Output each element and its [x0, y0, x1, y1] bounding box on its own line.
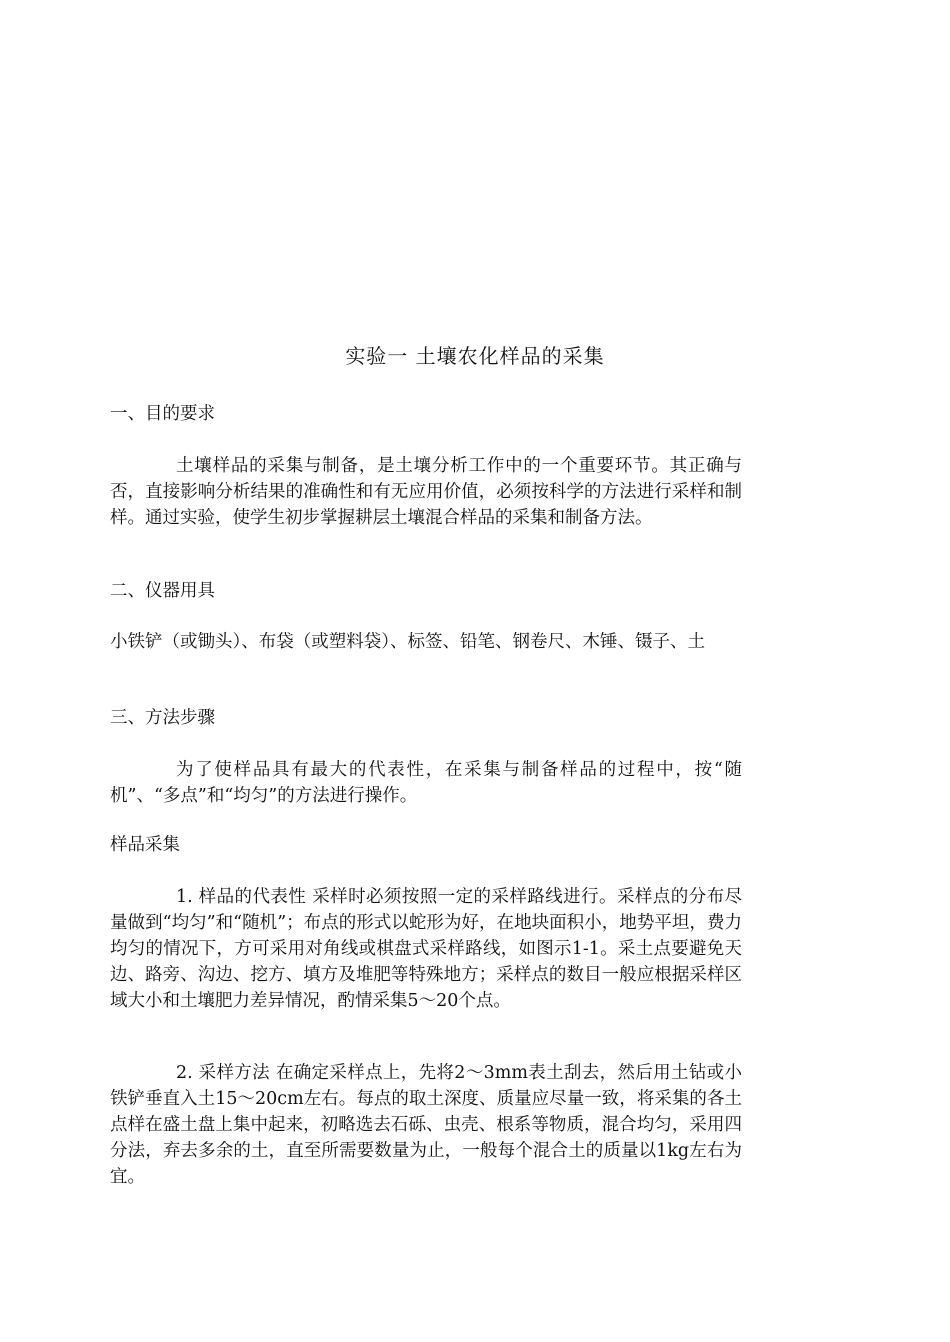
step2-paragraph: 2. 采样方法 在确定采样点上，先将2～3mm表土刮去，然后用土钻或小铁铲垂直入土15～20cm左右。每点的取土深度、质量应尽量一致，将采集的各土点样在盛土盘上集中起来，初略选去石砾、虫壳、根系等物质，混合均匀，采用四分法，弃去多余的土，直至所需要数量为止，一般每个混合土的质量以1kg左右为宜。 — [110, 1063, 742, 1187]
instruments-list: 小铁铲（或锄头）、布袋（或塑料袋）、标签、铅笔、钢卷尺、木锤、镊子、土 — [110, 632, 705, 652]
methods-intro-paragraph: 为了使样品具有最大的代表性，在采集与制备样品的过程中，按“随机”、“多点”和“均匀”的方法进行操作。 — [110, 760, 742, 806]
objectives-paragraph: 土壤样品的采集与制备，是土壤分析工作中的一个重要环节。其正确与否，直接影响分析结果的准确性和有无应用价值，必须按科学的方法进行采样和制样。通过实验，使学生初步掌握耕层土壤混合样品的采集和制备方法。 — [110, 456, 742, 528]
section-heading-instruments: 二、仪器用具 — [110, 581, 215, 601]
page-title: 实验一 土壤农化样品的采集 — [345, 344, 605, 368]
section-heading-objectives: 一、目的要求 — [110, 404, 215, 424]
step1-paragraph: 1. 样品的代表性 采样时必须按照一定的采样路线进行。采样点的分布尽量做到“均匀”和“随机”；布点的形式以蛇形为好，在地块面积小，地势平坦，费力均匀的情况下，方可采用对角线或棋盘式采样路线，如图示1-1。采土点要避免天边、路旁、沟边、挖方、填方及堆肥等特殊地方；采样点的数目一般应根据采样区域大小和土壤肥力差异情况，酌情采集5～20个点。 — [110, 887, 742, 1011]
section-heading-methods: 三、方法步骤 — [110, 708, 215, 728]
subsection-heading-sampling: 样品采集 — [110, 835, 180, 855]
